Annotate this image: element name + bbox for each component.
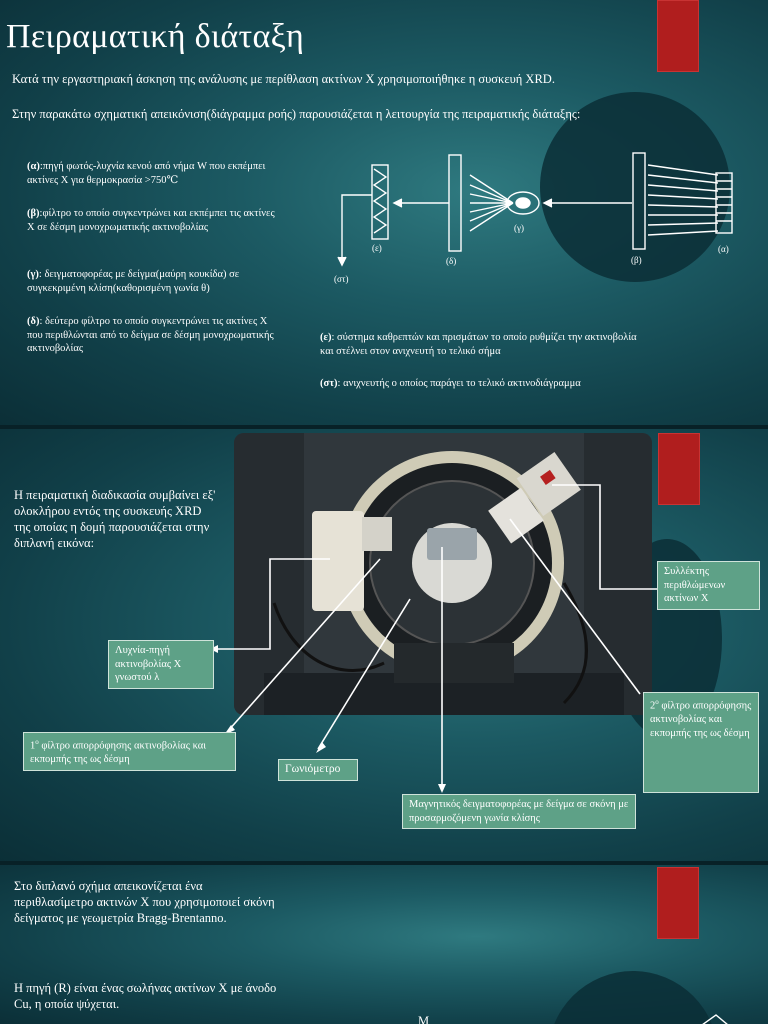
arrowhead-d-e	[394, 199, 402, 207]
label-collector: Συλλέκτης περιθλώμενων ακτίνων Χ	[657, 561, 760, 610]
prism-zigzag	[374, 169, 386, 233]
diagram-label-e: (ε)	[372, 243, 382, 253]
sample-dot	[516, 198, 530, 208]
label-filter-2-number: 2	[650, 700, 656, 712]
legend-item-a	[27, 160, 275, 187]
slide3-paragraph-1: Στο διπλανό σχήμα απεικονίζεται ένα περιθλασίμετρο ακτινών Χ που χρησιμοποιεί σκόνη δείγματος με γεωμετρία Bragg-Brentanno.	[14, 879, 275, 925]
slide3-fragment-text: Μ	[418, 1014, 430, 1024]
xrd-flow-diagram	[330, 145, 740, 290]
label-filter-1-text: φίλτρο απορρόφησης ακτινοβολίας και εκπομπής της ως δέσμη	[30, 740, 207, 765]
legend-text: :φίλτρο το οποίο συγκεντρώνει και εκπέμπει τις ακτίνες Χ σε δέσμη μονοχρωματικής ακτινοβολίας	[27, 208, 275, 233]
legend-key: (στ)	[320, 378, 338, 389]
label-filter-1-number: 1	[30, 740, 36, 752]
legend-text: :πηγή φωτός-λυχνία κενού από νήμα W που εκπέμπει ακτίνες Χ για θερμοκρασία >750℃	[27, 161, 266, 186]
label-filter-2-text: φίλτρο απορρόφησης ακτινοβολίας και εκπομπής της ως δέσμη	[650, 700, 752, 739]
source-grid	[716, 181, 732, 221]
slide2-text: Η πειραματική διαδικασία συμβαίνει εξ' ολοκλήρου εντός της συσκευής XRD της οποίας η δομή παρουσιάζεται στην διπλανή εικόνα:	[14, 488, 216, 550]
legend-key: (ε)	[320, 332, 332, 343]
diagram-label-d: (δ)	[446, 256, 457, 266]
arrowhead-b-g	[544, 199, 552, 207]
slide3-diagram-fragment	[700, 1013, 730, 1024]
label-filter-2-sup: ο	[655, 698, 659, 706]
intro-paragraph-2: Στην παρακάτω σχηματική απεικόνιση(διάγραμμα ροής) παρουσιάζεται η λειτουργία της πειραματικής διάταξης:	[12, 107, 581, 121]
pointer-filter2	[510, 519, 640, 694]
legend-key: (β)	[27, 208, 40, 219]
slide3-paragraph-2: Η πηγή (R) είναι ένας σωλήνας ακτίνων Χ με άνοδο Cu, η οποία ψύχεται.	[14, 981, 277, 1011]
legend-item-e	[320, 331, 650, 358]
pointer-collector	[552, 485, 657, 589]
slide-3	[0, 865, 768, 1024]
diagram-label-st: (στ)	[334, 274, 349, 284]
slide-1	[0, 0, 768, 425]
label-filter-1	[23, 732, 236, 771]
label-filter-2	[643, 692, 759, 793]
pointer-filter1	[228, 559, 380, 731]
label-lamp: Λυχνία-πηγή ακτινοβολίας Χ γνωστού λ	[108, 640, 214, 689]
legend-key: (γ)	[27, 269, 39, 280]
pointer-goniometer	[318, 599, 410, 749]
source-a	[716, 173, 732, 233]
legend-item-st	[320, 377, 650, 391]
legend-text: : ανιχνευτής ο οποίος παράγει το τελικό ακτινοδιάγραμμα	[337, 378, 581, 389]
diagram-label-g: (γ)	[514, 223, 524, 233]
intro-paragraph-1: Κατά την εργαστηριακή άσκηση της ανάλυσης με περίθλαση ακτίνων Χ χρησιμοποιήθηκε η συσκευή XRD.	[12, 72, 555, 86]
legend-text: : δειγματοφορέας με δείγμα(μαύρη κουκίδα) σε συγκεκριμένη κλίση(καθορισμένη γωνία θ)	[27, 269, 240, 294]
source-rays	[648, 165, 718, 235]
red-accent-bar	[657, 0, 699, 72]
page-title: Πειραματική διάταξη	[6, 18, 305, 55]
legend-item-b	[27, 207, 277, 234]
legend-key: (α)	[27, 161, 40, 172]
filter-d	[449, 155, 461, 251]
diagram-label-b: (β)	[631, 255, 642, 265]
diagram-label-a: (α)	[718, 244, 729, 254]
label-goniometer: Γωνιόμετρο	[278, 759, 358, 781]
legend-item-d	[27, 315, 279, 356]
slide-2	[0, 429, 768, 861]
detector-arrowhead	[338, 257, 346, 265]
decorative-circle	[548, 971, 718, 1024]
label-filter-1-sup: ο	[35, 738, 39, 746]
red-accent-bar	[657, 867, 699, 939]
filter-b	[633, 153, 645, 249]
legend-text: : σύστημα καθρεπτών και πρισμάτων το οποίο ρυθμίζει την ακτινοβολία και στέλνει στον ανιχνευτή το τελικό σήμα	[320, 332, 637, 357]
detector-path	[342, 195, 372, 263]
legend-text: : δεύτερο φίλτρο το οποίο συγκεντρώνει τις ακτίνες Χ που περιθλώνται από το δείγμα σε δέσμη μονοχρωματικής ακτινοβολίας	[27, 316, 274, 354]
legend-key: (δ)	[27, 316, 40, 327]
label-sample-holder: Μαγνητικός δειγματοφορέας με δείγμα σε σκόνη με προσαρμοζόμενη γωνία κλίσης	[402, 794, 636, 829]
legend-item-g	[27, 268, 277, 295]
